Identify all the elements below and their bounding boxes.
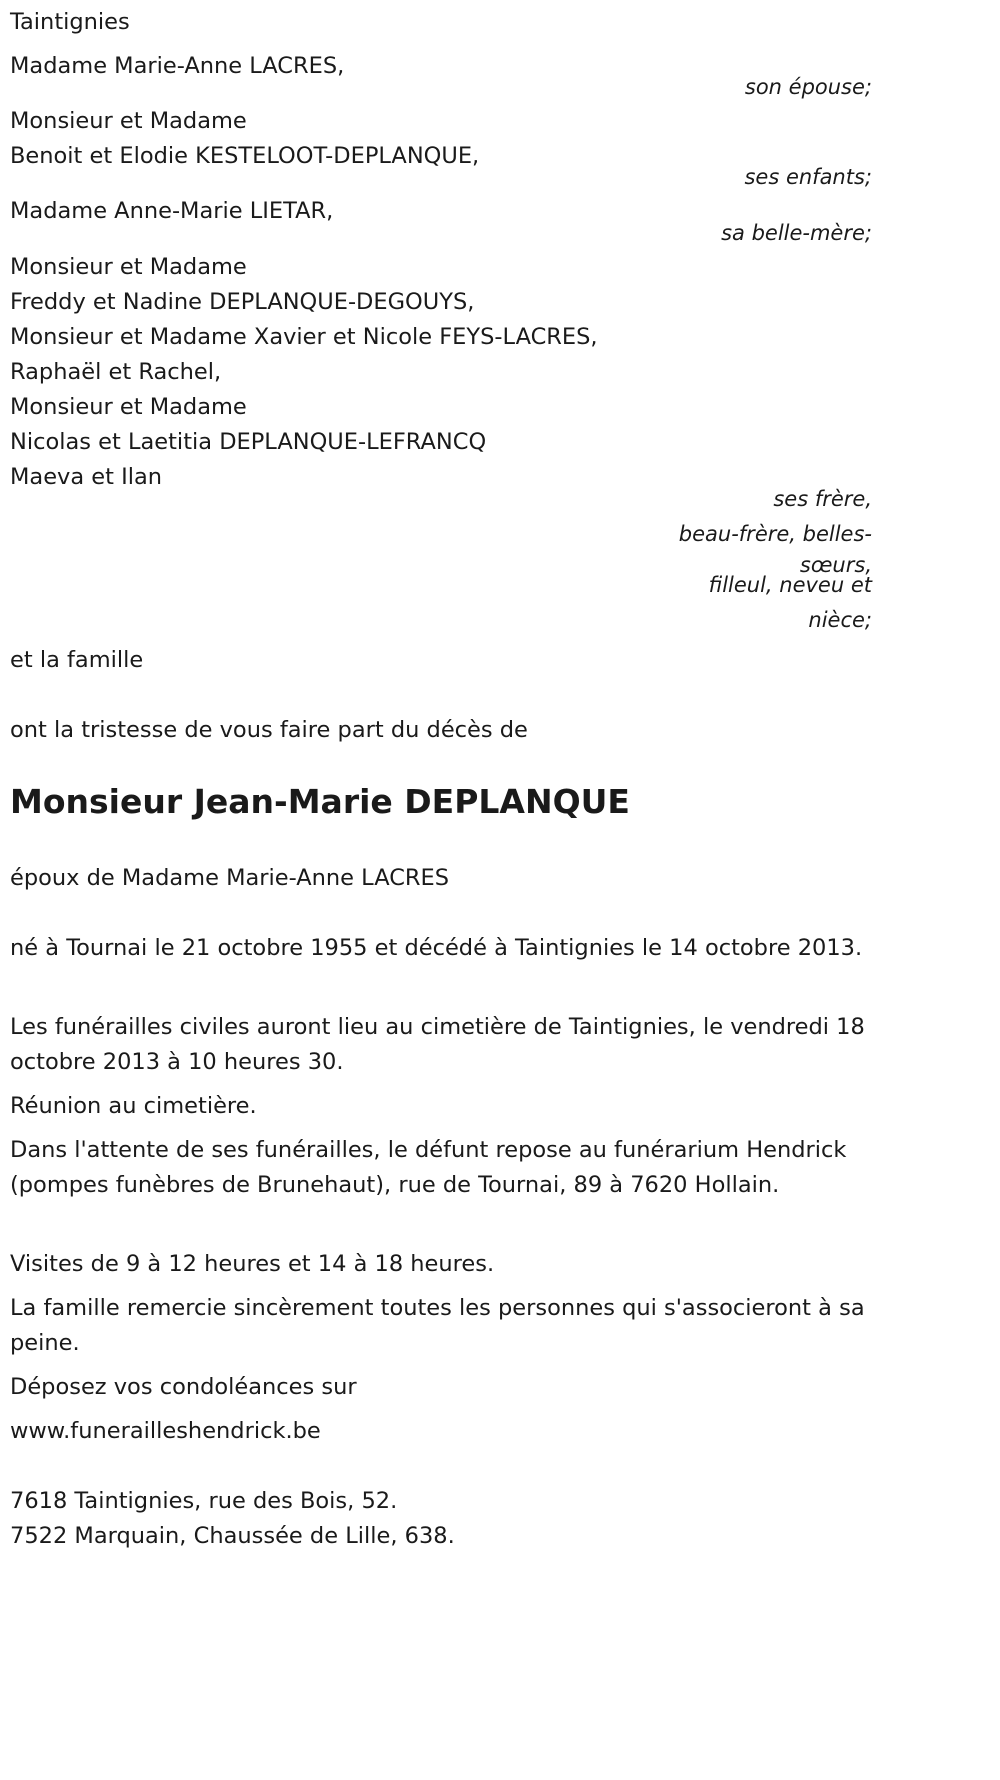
locality-heading: Taintignies: [10, 9, 130, 35]
meeting-paragraph: Réunion au cimetière.: [10, 1093, 257, 1119]
birth-death-paragraph: né à Tournai le 21 octobre 1955 et décédé à Taintignies le 14 octobre 2013.: [10, 935, 863, 961]
siblings-relation-line: beau-frère, belles-: [678, 522, 872, 546]
mother-in-law-relation: sa belle-mère;: [721, 221, 872, 245]
mother-in-law-name: Madame Anne-Marie LIETAR,: [10, 198, 334, 224]
sibling-line: Nicolas et Laetitia DEPLANQUE-LEFRANCQ: [10, 429, 487, 455]
siblings-relation-line: filleul, neveu et: [708, 573, 872, 597]
siblings-relation: [652, 482, 872, 638]
children-line-1: Monsieur et Madame: [10, 108, 247, 134]
spouse-relation: son épouse;: [744, 75, 872, 99]
sibling-line: Maeva et Ilan: [10, 464, 163, 490]
siblings-relation-line: nièce;: [808, 608, 872, 632]
and-family: et la famille: [10, 647, 144, 673]
address-line: 7618 Taintignies, rue des Bois, 52.: [10, 1488, 398, 1514]
deceased-name: Monsieur Jean-Marie DEPLANQUE: [10, 782, 630, 821]
siblings-relation-line: ses frère,: [773, 487, 872, 511]
website-link[interactable]: www.funerailleshendrick.be: [10, 1418, 321, 1444]
sibling-line: Monsieur et Madame: [10, 394, 247, 420]
children-relation: ses enfants;: [744, 165, 872, 189]
spouse-of: époux de Madame Marie-Anne LACRES: [10, 865, 450, 891]
thanks-paragraph: La famille remercie sincèrement toutes les personnes qui s'associeront à sa peine.: [10, 1295, 865, 1356]
visits-paragraph: Visites de 9 à 12 heures et 14 à 18 heures.: [10, 1251, 495, 1277]
obituary-document: [10, 0, 872, 1780]
sibling-line: Freddy et Nadine DEPLANQUE-DEGOUYS,: [10, 289, 475, 315]
address-line: 7522 Marquain, Chaussée de Lille, 638.: [10, 1523, 455, 1549]
children-line-2: Benoit et Elodie KESTELOOT-DEPLANQUE,: [10, 143, 480, 169]
sibling-line: Raphaël et Rachel,: [10, 359, 222, 385]
spouse-name: Madame Marie-Anne LACRES,: [10, 53, 345, 79]
condolences-text: Déposez vos condoléances sur: [10, 1374, 357, 1400]
siblings-relation-line: sœurs,: [799, 553, 872, 577]
resting-paragraph: Dans l'attente de ses funérailles, le défunt repose au funérarium Hendrick (pompes funèbres de Brunehaut), rue de Tournai, 89 à 7620 Hollain.: [10, 1137, 847, 1198]
intro-text: ont la tristesse de vous faire part du décès de: [10, 717, 528, 743]
funeral-paragraph: Les funérailles civiles auront lieu au cimetière de Taintignies, le vendredi 18 octobre 2013 à 10 heures 30.: [10, 1014, 865, 1075]
sibling-line: Monsieur et Madame Xavier et Nicole FEYS-LACRES,: [10, 324, 598, 350]
sibling-line: Monsieur et Madame: [10, 254, 247, 280]
